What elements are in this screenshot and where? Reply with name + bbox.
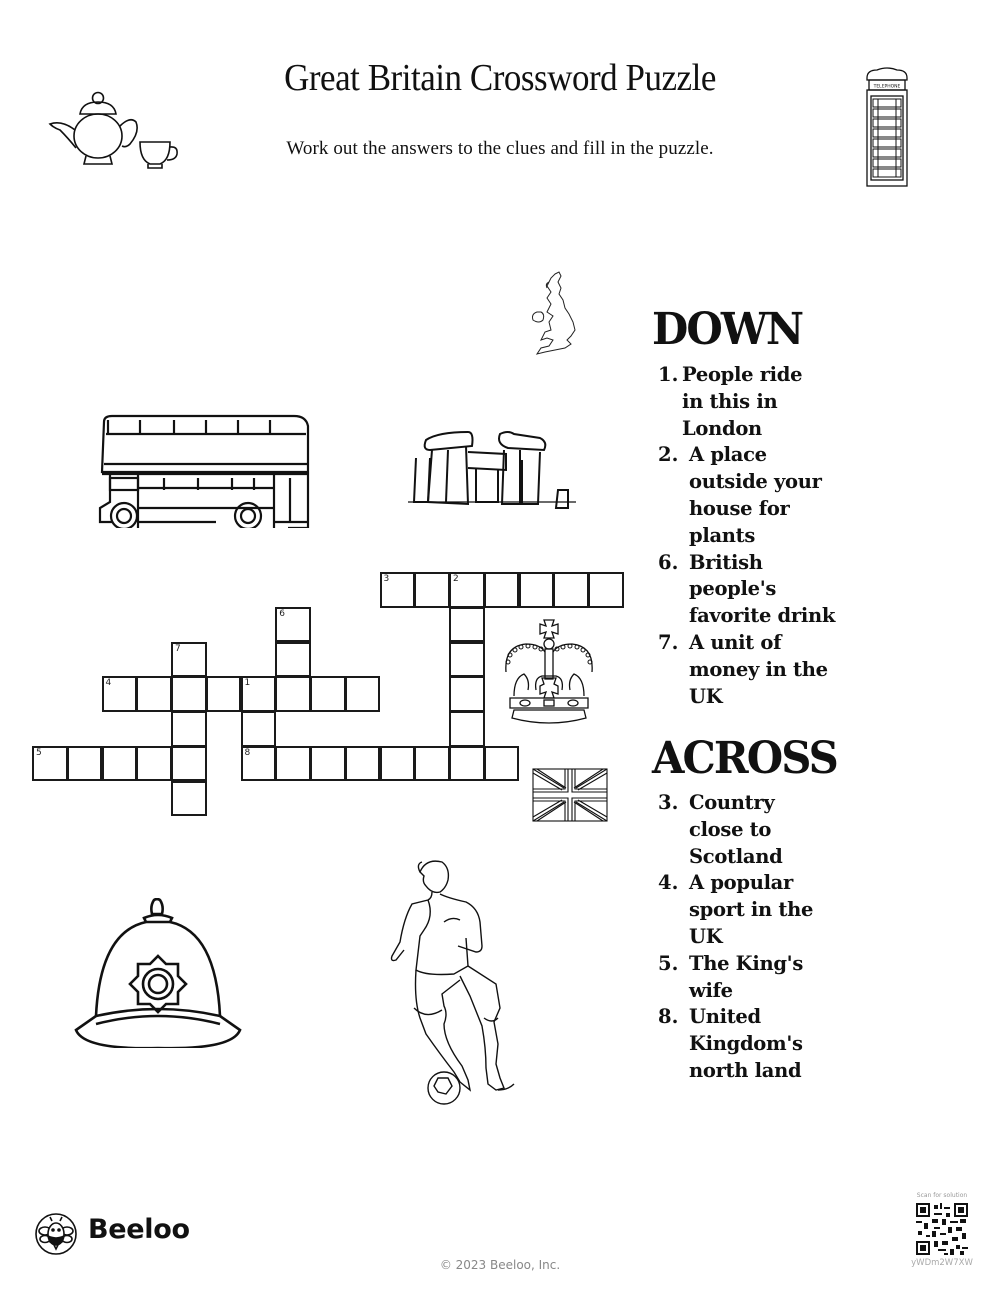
cell-number: 2 — [453, 574, 459, 584]
across-clue-list — [658, 790, 821, 1085]
qr-code[interactable] — [916, 1203, 968, 1255]
down-clue-6 — [658, 550, 839, 630]
across-clue-4 — [658, 870, 821, 950]
crossword-cell[interactable] — [449, 746, 485, 782]
instructions: Work out the answers to the clues and fill in the puzzle. — [286, 138, 714, 159]
down-clue-1 — [658, 362, 839, 442]
footballer-icon — [386, 858, 526, 1108]
clue-text: People ride in this in London — [682, 363, 803, 440]
down-clue-7 — [658, 630, 839, 710]
clue-number: 5. — [658, 951, 679, 975]
crossword-cell[interactable] — [275, 607, 311, 643]
across-clue-3 — [658, 790, 821, 870]
crossword-cell[interactable] — [275, 746, 311, 782]
police-helmet-icon — [74, 898, 242, 1048]
beeloo-logo-icon — [34, 1212, 78, 1256]
union-jack-icon — [532, 768, 608, 822]
crossword-cell[interactable] — [449, 572, 485, 608]
crossword-cell[interactable] — [241, 746, 277, 782]
clue-text: The King's wife — [689, 951, 804, 1002]
crossword-cell[interactable] — [380, 572, 416, 608]
cell-number: 4 — [105, 678, 112, 689]
crossword-cell[interactable] — [345, 746, 381, 782]
crossword-cell[interactable] — [484, 572, 520, 608]
copyright: © 2023 Beeloo, Inc. — [439, 1258, 561, 1272]
crossword-cell[interactable] — [519, 572, 555, 608]
qr-code-text: yWDm2W7XW — [911, 1258, 973, 1268]
telephone-booth-icon — [863, 66, 911, 188]
crossword-cell[interactable] — [32, 746, 68, 782]
crossword-cell[interactable] — [241, 711, 277, 747]
crossword-cell[interactable] — [241, 676, 277, 712]
clue-number: 8. — [658, 1005, 679, 1029]
crossword-cell[interactable] — [171, 676, 207, 712]
crossword-cell[interactable] — [553, 572, 589, 608]
down-clue-2 — [658, 442, 839, 549]
clue-number: 6. — [658, 550, 679, 574]
crossword-cell[interactable] — [310, 746, 346, 782]
clue-text: British people's favorite drink — [689, 550, 836, 628]
crossword-cell[interactable] — [206, 676, 242, 712]
clue-number: 2. — [658, 443, 679, 467]
crown-icon — [500, 618, 598, 732]
page-title: Great Britain Crossword Puzzle — [284, 57, 716, 99]
crossword-cell[interactable] — [171, 781, 207, 817]
clue-text: Country close to Scotland — [689, 791, 783, 868]
clue-text: United Kingdom's north land — [689, 1005, 803, 1082]
clue-text: A popular sport in the UK — [689, 871, 814, 948]
cell-number: 6 — [279, 608, 285, 619]
across-clue-5 — [658, 951, 821, 1005]
crossword-cell[interactable] — [588, 572, 624, 608]
booth-sign: TELEPHONE — [873, 84, 901, 90]
crossword-cell[interactable] — [449, 676, 485, 712]
cell-number: 8 — [244, 747, 251, 758]
brand-name: Beeloo — [88, 1214, 190, 1245]
across-clue-8 — [658, 1004, 821, 1084]
cell-number: 5 — [36, 747, 42, 758]
crossword-cell[interactable] — [171, 711, 207, 747]
crossword-cell[interactable] — [345, 676, 381, 712]
crossword-cell[interactable] — [102, 746, 138, 782]
down-heading: DOWN — [652, 304, 803, 355]
stonehenge-icon — [408, 430, 578, 512]
cell-number: 1 — [244, 678, 251, 689]
across-heading: ACROSS — [652, 733, 837, 784]
crossword-cell[interactable] — [136, 746, 172, 782]
crossword-cell[interactable] — [414, 572, 450, 608]
crossword-cell[interactable] — [449, 711, 485, 747]
uk-map-icon — [525, 268, 585, 360]
crossword-cell[interactable] — [102, 676, 138, 712]
crossword-cell[interactable] — [380, 746, 416, 782]
clue-text: A place outside your house for plants — [689, 443, 822, 547]
cell-number: 7 — [175, 643, 181, 654]
crossword-cell[interactable] — [171, 642, 207, 678]
double-decker-bus-icon — [98, 412, 316, 528]
crossword-cell[interactable] — [449, 607, 485, 643]
crossword-cell[interactable] — [310, 676, 346, 712]
crossword-cell[interactable] — [275, 642, 311, 678]
crossword-cell[interactable] — [275, 676, 311, 712]
clue-number: 3. — [658, 791, 679, 814]
qr-caption: Scan for solution — [916, 1192, 968, 1199]
crossword-cell[interactable] — [136, 676, 172, 712]
crossword-cell[interactable] — [67, 746, 103, 782]
crossword-cell[interactable] — [414, 746, 450, 782]
teapot-and-cup-icon — [48, 90, 180, 170]
clue-number: 4. — [658, 871, 679, 895]
clue-text: A unit of money in the UK — [689, 630, 828, 708]
cell-number: 3 — [383, 574, 390, 584]
down-clue-list — [658, 362, 839, 710]
clue-number: 1. — [658, 363, 679, 386]
crossword-cell[interactable] — [484, 746, 520, 782]
crossword-cell[interactable] — [171, 746, 207, 782]
crossword-cell[interactable] — [449, 642, 485, 678]
clue-number: 7. — [658, 630, 679, 654]
